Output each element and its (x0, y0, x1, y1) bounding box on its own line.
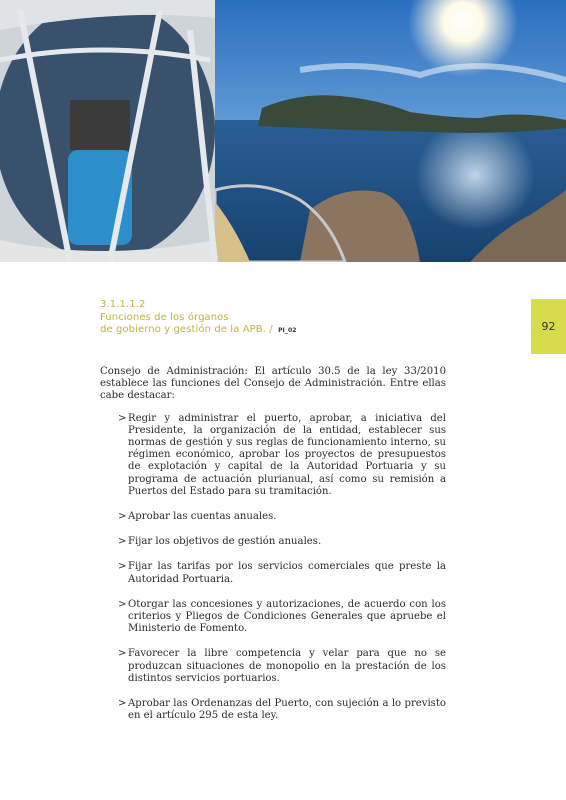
bullet-marker: > (118, 412, 127, 424)
bullet-marker: > (118, 561, 127, 573)
list-item-text: Fijar las tarifas por los servicios comerciales que preste la Autoridad Portuaria. (128, 561, 446, 585)
section-ref: PI_02 (278, 327, 297, 334)
hero-photo (0, 0, 566, 262)
bullet-marker: > (118, 698, 127, 710)
list-item-text: Fijar los objetivos de gestión anuales. (128, 536, 322, 548)
list-item (100, 561, 446, 585)
list-item (100, 599, 446, 636)
section-title-line2: de gobierno y gestión de la APB. (100, 324, 267, 335)
list-item (100, 698, 446, 722)
list-item (100, 413, 446, 498)
list-item (100, 648, 446, 685)
section-separator: / (269, 324, 273, 335)
section-title-line2-row (100, 324, 430, 338)
list-item-text: Otorgar las concesiones y autorizaciones, de acuerdo con los criterios y Pliegos de Condiciones Generales que apruebe el Ministerio de Fomento. (128, 598, 446, 635)
function-list (100, 413, 446, 723)
list-item (100, 511, 446, 523)
bullet-marker: > (118, 511, 127, 523)
section-heading (100, 299, 430, 338)
bullet-marker: > (118, 648, 127, 660)
list-item-text: Aprobar las cuentas anuales. (128, 511, 277, 523)
section-number: 3.1.1.1.2 (100, 299, 146, 310)
page-number: 92 (541, 320, 556, 333)
list-item (100, 536, 446, 548)
list-item-text: Favorecer la libre competencia y velar para que no se produzcan situaciones de monopolio en la prestación de los distintos servicios portuarios. (128, 648, 446, 684)
body-text (100, 366, 446, 735)
list-item-text: Regir y administrar el puerto, aprobar, a iniciativa del Presidente, la organización de la entidad, establecer sus normas de gestión y sus reglas de funcionamiento interno, su régimen económico, aprobar los proyectos de presupuestos de explotación y capital de la Autoridad Portuaria y su programa de actuación plurianual, así como su remisión a Puertos del Estado para su tramitación. (128, 412, 446, 497)
section-title-line1: Funciones de los órganos (100, 311, 229, 323)
bullet-marker: > (118, 598, 127, 610)
list-item-text: Aprobar las Ordenanzas del Puerto, con sujeción a lo previsto en el artículo 295 de esta ley. (128, 698, 446, 722)
intro-paragraph: Consejo de Administración: El artículo 30.5 de la ley 33/2010 establece las funciones del Consejo de Administración. Entre ellas cabe destacar: (100, 366, 446, 402)
bullet-marker: > (118, 536, 127, 548)
